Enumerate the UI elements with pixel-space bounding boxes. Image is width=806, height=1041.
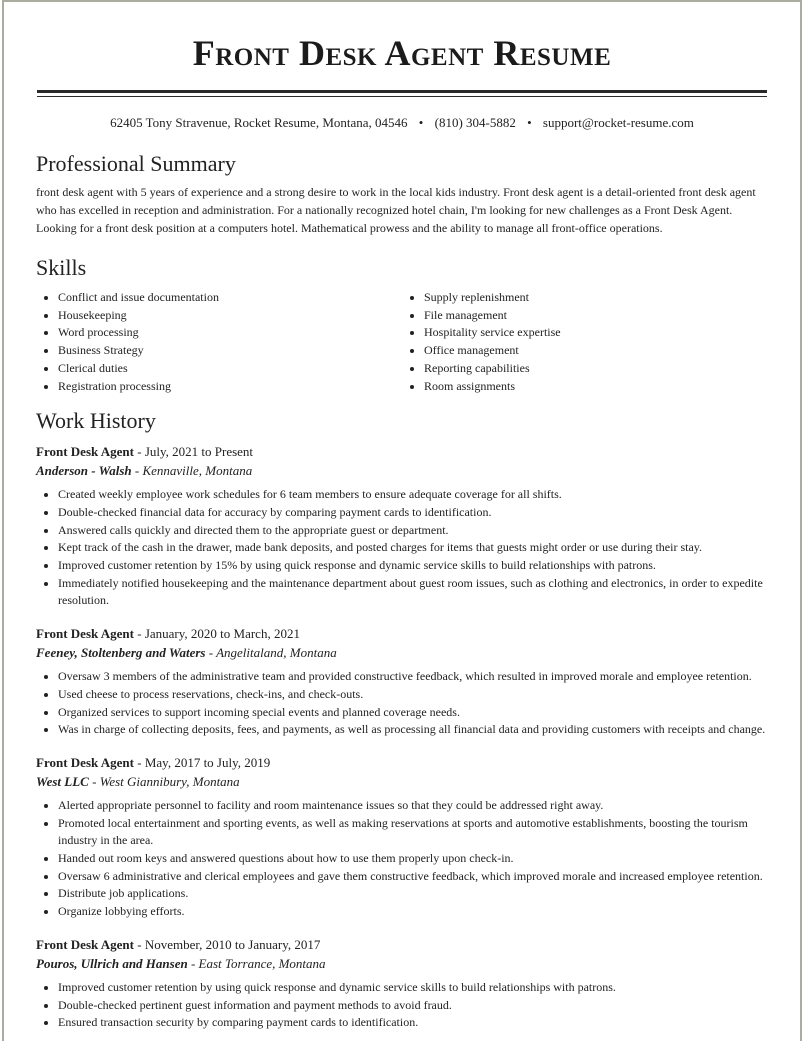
employer-line: Pouros, Ullrich and Hansen - East Torrance, Montana <box>36 955 326 971</box>
resume-title: Front Desk Agent Resume <box>192 33 612 73</box>
skill-item: • Clerical duties <box>58 360 402 378</box>
job-entry <box>36 935 768 1032</box>
job-title: Front Desk Agent <box>36 444 134 460</box>
skill-item: • Supply replenishment <box>424 289 768 307</box>
duty-item: • Distribute job applications. <box>58 885 768 903</box>
title-divider-thin <box>37 96 767 97</box>
employer-line: Anderson - Walsh - Kennaville, Montana <box>36 463 253 479</box>
duty-item: • Promoted local entertainment and sporting events, as well as making reservations at sports and automotive establishments, boosting the tourism industry in the area. <box>58 815 768 850</box>
duty-item: • Organize lobbying efforts. <box>58 903 768 921</box>
contact-address: 62405 Tony Stravenue, Rocket Resume, Montana, 04546 <box>110 115 408 130</box>
skill-item: • Hospitality service expertise <box>424 324 768 342</box>
skill-item: • Room assignments <box>424 378 768 396</box>
job-entry <box>36 753 768 921</box>
summary-text: front desk agent with 5 years of experience and a strong desire to work in the local kids industry. Front desk agent is a detail-oriented front desk agent who has excelled in reception and administration. For a nationally recognized hotel chain, I'm looking for new challenges as a Front Desk Agent. Looking for a front desk position at a computers hotel. Mathematical prowess and the ability to manage all front-office operations. <box>36 185 756 235</box>
contact-line <box>4 115 800 131</box>
employer-location: Kennaville, Montana <box>142 463 253 479</box>
skill-item: • Word processing <box>58 324 402 342</box>
skills-heading: Skills <box>36 255 87 280</box>
duty-item: • Kept track of the cash in the drawer, made bank deposits, and posted charges for items that guests might order or use during their stay. <box>58 539 768 557</box>
duty-item: • Double-checked financial data for accuracy by comparing payment cards to identification. <box>58 504 768 522</box>
job-dates: May, 2017 to July, 2019 <box>144 754 271 770</box>
contact-email: support@rocket-resume.com <box>542 115 694 130</box>
job-duties <box>36 979 768 1032</box>
skill-item: • Housekeeping <box>58 307 402 325</box>
job-duties <box>36 668 768 739</box>
skills-column-right <box>402 289 768 395</box>
duty-item: • Double-checked pertinent guest information and payment methods to avoid fraud. <box>58 997 768 1015</box>
job-title-line: Front Desk Agent - May, 2017 to July, 2019 <box>36 754 271 770</box>
duty-item: • Organized services to support incoming special events and planned coverage needs. <box>58 704 768 722</box>
resume-page <box>2 0 802 1041</box>
job-title: Front Desk Agent <box>36 626 134 642</box>
job-dates: July, 2021 to Present <box>144 444 254 460</box>
employer-name: Feeney, Stoltenberg and Waters <box>36 645 206 661</box>
duty-item: • Was in charge of collecting deposits, fees, and payments, as well as processing all financial data and providing customers with receipts and change. <box>58 721 768 739</box>
skill-item: • Registration processing <box>58 378 402 396</box>
contact-phone: (810) 304-5882 <box>434 115 516 130</box>
employer-line: West LLC - West Giannibury, Montana <box>36 773 240 789</box>
contact-separator: • <box>527 115 532 130</box>
duty-item: • Created weekly employee work schedules for 6 team members to ensure adequate coverage for all shifts. <box>58 486 768 504</box>
duty-item: • Oversaw 6 administrative and clerical employees and gave them constructive feedback, which improved morale and increased employee retention. <box>58 868 768 886</box>
job-entry <box>36 624 768 739</box>
job-duties <box>36 486 768 610</box>
skill-item: • Business Strategy <box>58 342 402 360</box>
job-title: Front Desk Agent <box>36 754 134 770</box>
duty-item: • Oversaw 3 members of the administrative team and provided constructive feedback, which resulted in improved morale and employee retention. <box>58 668 768 686</box>
skill-item: • Conflict and issue documentation <box>58 289 402 307</box>
duty-item: • Alerted appropriate personnel to facility and room maintenance issues so that they could be addressed right away. <box>58 797 768 815</box>
employer-location: Angelitaland, Montana <box>216 645 337 661</box>
duty-item: • Ensured transaction security by comparing payment cards to identification. <box>58 1014 768 1032</box>
employer-name: West LLC <box>36 773 89 789</box>
duty-item: • Immediately notified housekeeping and the maintenance department about guest room issues, such as clothing and electronics, in order to expedite resolution. <box>58 575 768 610</box>
duty-item: • Handed out room keys and answered questions about how to use them properly upon check-in. <box>58 850 768 868</box>
skill-item: • Office management <box>424 342 768 360</box>
job-title: Front Desk Agent <box>36 936 134 952</box>
job-title-line: Front Desk Agent - July, 2021 to Present <box>36 444 254 460</box>
skills-list <box>36 289 768 395</box>
employer-location: West Giannibury, Montana <box>99 773 240 789</box>
work-history-heading: Work History <box>36 408 156 434</box>
job-entry <box>36 442 768 610</box>
job-title-line: Front Desk Agent - November, 2010 to January, 2017 <box>36 936 321 952</box>
title-divider-thick <box>37 90 767 93</box>
summary-heading: Professional Summary <box>36 151 236 176</box>
employer-location: East Torrance, Montana <box>198 955 326 971</box>
job-duties <box>36 797 768 921</box>
employer-line: Feeney, Stoltenberg and Waters - Angelitaland, Montana <box>36 645 337 661</box>
skill-item: • File management <box>424 307 768 325</box>
duty-item: • Improved customer retention by 15% by using quick response and dynamic service skills to build relationships with patrons. <box>58 557 768 575</box>
employer-name: Anderson - Walsh <box>36 463 132 479</box>
job-dates: November, 2010 to January, 2017 <box>144 936 321 952</box>
duty-item: • Improved customer retention by using quick response and dynamic service skills to build relationships with patrons. <box>58 979 768 997</box>
job-title-line: Front Desk Agent - January, 2020 to March, 2021 <box>36 626 300 642</box>
contact-separator: • <box>418 115 424 130</box>
skill-item: • Reporting capabilities <box>424 360 768 378</box>
employer-name: Pouros, Ullrich and Hansen <box>36 955 188 971</box>
job-dates: January, 2020 to March, 2021 <box>144 626 300 642</box>
duty-item: • Answered calls quickly and directed them to the appropriate guest or department. <box>58 522 768 540</box>
resume-content <box>4 151 800 1032</box>
duty-item: • Used cheese to process reservations, check-ins, and check-outs. <box>58 686 768 704</box>
skills-column-left <box>36 289 402 395</box>
